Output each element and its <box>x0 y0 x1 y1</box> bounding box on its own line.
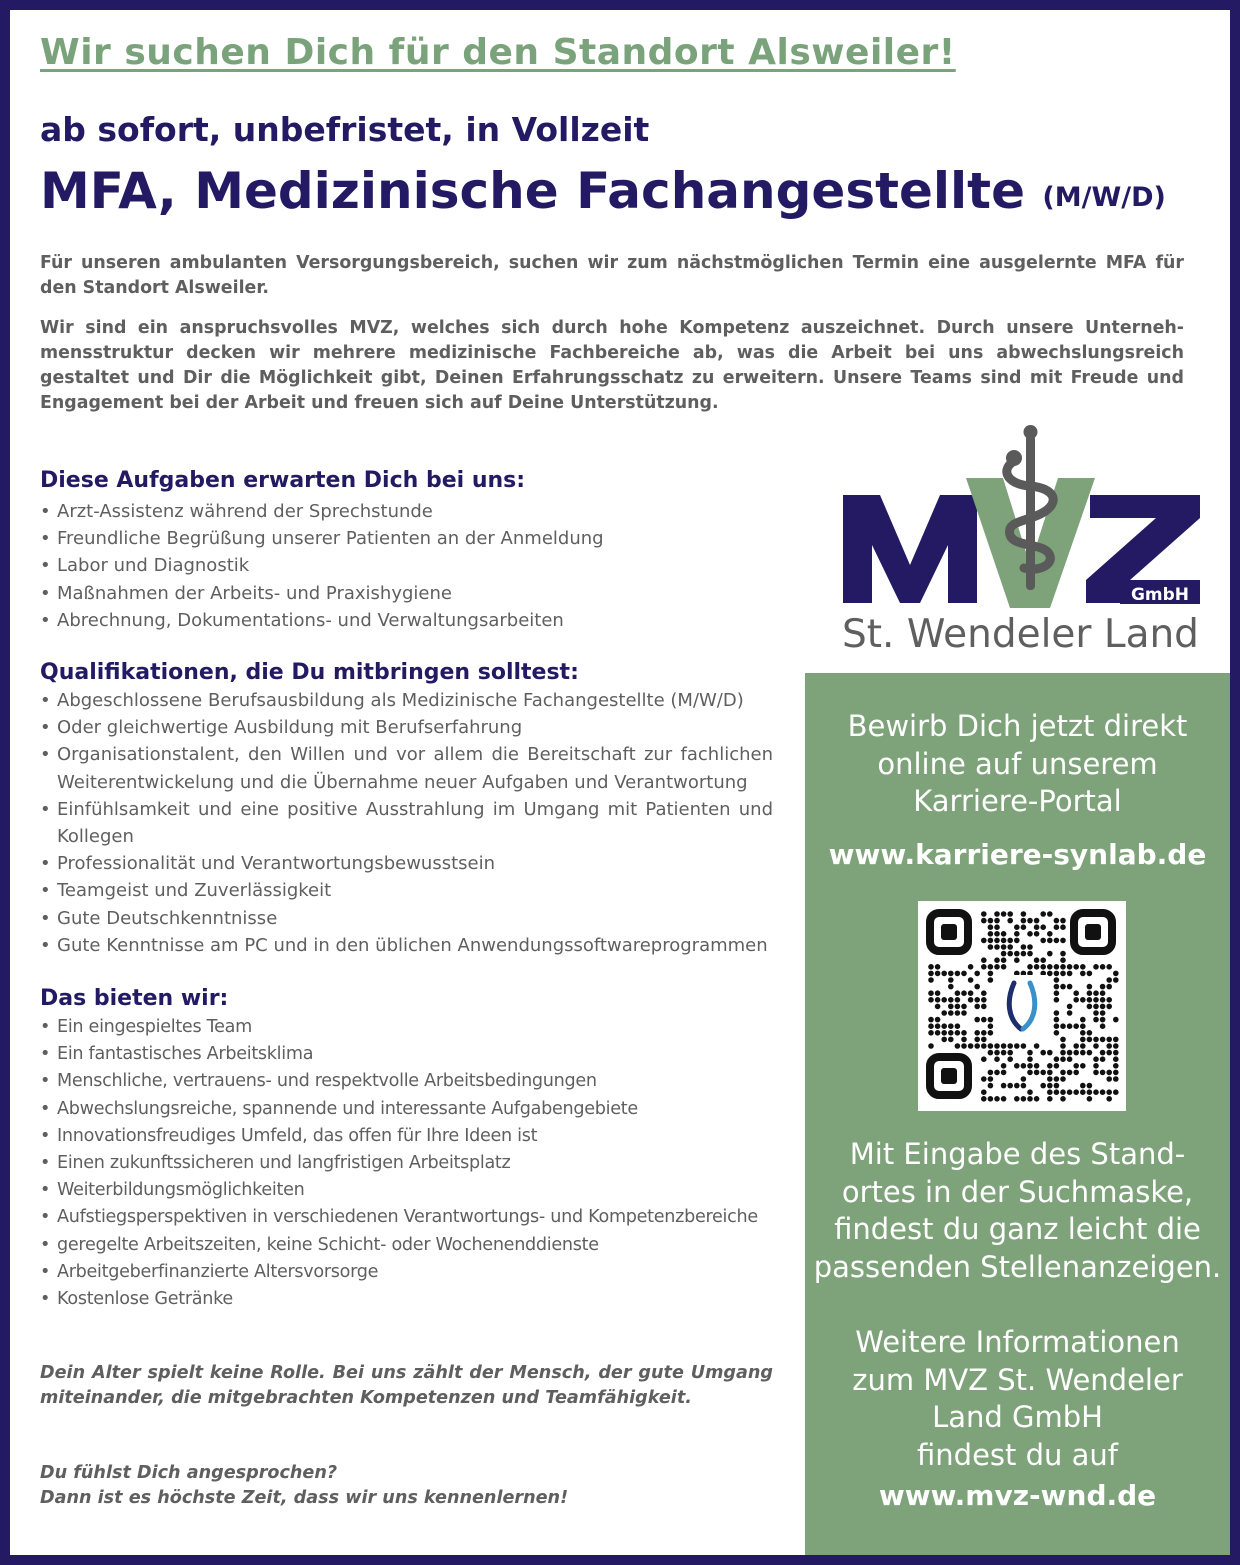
list-item <box>40 552 774 579</box>
search-hint-line: Mit Eingabe des Stand- <box>849 1137 1186 1171</box>
search-hint-line: passenden Stellenanzeigen. <box>813 1249 1222 1284</box>
list-item-text: Aufstiegsperspektiven in verschiedenen Verantwortungs- und Kompetenzbereiche <box>57 1207 758 1228</box>
list-item-text: Einen zukunftssicheren und langfristigen Arbeitsplatz <box>57 1153 511 1174</box>
bullet-icon: • <box>40 744 51 766</box>
list-item-text: Ein fantastisches Arbeitsklima <box>57 1044 314 1065</box>
bullet-icon: • <box>40 501 51 522</box>
closing-line-2: Dann ist es höchste Zeit, dass wir uns kennenlernen! <box>40 1488 569 1508</box>
list-item-text: Arbeitgeberfinanzierte Altersvorsorge <box>57 1261 379 1282</box>
headline: Wir suchen Dich für den Standort Alsweiler! <box>40 32 956 73</box>
list-item <box>40 850 773 877</box>
list-item-text: Einfühlsamkeit und eine positive Ausstrahlung im Umgang mit Patienten und Kollegen <box>57 798 773 848</box>
list-item-text: Arzt-Assistenz während der Sprechstunde <box>57 501 433 522</box>
bullet-icon: • <box>40 1234 51 1255</box>
bullet-icon: • <box>40 880 51 902</box>
list-item <box>40 687 773 714</box>
apply-text-line: Bewirb Dich jetzt direkt <box>847 709 1188 743</box>
list-item <box>40 1232 774 1259</box>
list-item <box>40 607 774 634</box>
bullet-icon: • <box>40 934 51 956</box>
list-item <box>40 741 773 795</box>
list-item-text: Abrechnung, Dokumentations- und Verwaltungsarbeiten <box>57 609 564 631</box>
bullet-icon: • <box>40 907 51 929</box>
list-item <box>40 1177 774 1204</box>
bullet-icon: • <box>40 717 51 739</box>
list-item <box>40 1259 774 1286</box>
bullet-icon: • <box>40 1071 51 1092</box>
bullet-icon: • <box>40 1017 51 1037</box>
bullet-icon: • <box>40 555 51 577</box>
list-item <box>40 1096 774 1123</box>
list-item <box>40 1014 774 1041</box>
subhead: ab sofort, unbefristet, in Vollzeit <box>40 110 650 149</box>
intro-paragraph-2: Wir sind ein anspruchsvolles MVZ, welches sich durch hohe Kompetenz auszeichnet. Durch unsere Unternehmensstruktur decken wir mehrere medizinische Fachbereiche ab, was die Arbeit bei uns abwechslungsreich gestaltet und Dir die Möglichkeit gibt, Deinen Erfahrungsschatz zu erweitern. Unsere Teams sind mit Freude und Engagement bei der Arbeit und freuen sich auf Deine Unterstützung. <box>40 318 1184 413</box>
list-item-text: Gute Deutschkenntnisse <box>57 907 278 929</box>
search-hint-text <box>805 1136 1230 1286</box>
info-text-line: findest du auf <box>917 1437 1118 1472</box>
list-item <box>40 498 774 525</box>
search-hint-line: ortes in der Suchmaske, <box>841 1174 1194 1209</box>
tasks-list <box>40 498 774 634</box>
bullet-icon: • <box>40 1125 51 1146</box>
list-item-text: Abwechslungsreiche, spannende und interessante Aufgabengebiete <box>57 1098 638 1119</box>
list-item <box>40 1123 774 1150</box>
bullet-icon: • <box>40 1044 51 1065</box>
list-item-text: Oder gleichwertige Ausbildung mit Berufserfahrung <box>57 717 523 739</box>
bullet-icon: • <box>40 582 51 604</box>
mvz-website-link[interactable]: www.mvz-wnd.de <box>878 1479 1157 1512</box>
bullet-icon: • <box>40 1207 51 1228</box>
offers-list <box>40 1014 774 1313</box>
closing-line-1: Du fühlst Dich angesprochen? <box>40 1463 338 1483</box>
info-text-line: Land GmbH <box>932 1400 1103 1434</box>
list-item <box>40 1041 774 1068</box>
closing-paragraph: Dein Alter spielt keine Rolle. Bei uns zählt der Mensch, der gute Umgang miteinander, die mitgebrachten Kompetenzen und Teamfähigkeit. <box>40 1363 773 1408</box>
qualifications-list <box>40 687 773 959</box>
list-item <box>40 905 773 932</box>
qr-code-icon <box>918 901 1126 1111</box>
bullet-icon: • <box>40 1180 51 1201</box>
career-portal-link[interactable]: www.karriere-synlab.de <box>828 838 1207 871</box>
apply-text-line: Karriere-Portal <box>913 784 1122 818</box>
list-item <box>40 1204 774 1231</box>
logo-letter-m <box>843 495 977 603</box>
bullet-icon: • <box>40 1261 51 1282</box>
info-text <box>805 1324 1230 1474</box>
list-item-text: Teamgeist und Zuverlässigkeit <box>57 880 332 902</box>
bullet-icon: • <box>40 1153 51 1174</box>
bullet-icon: • <box>40 609 51 631</box>
qr-code[interactable] <box>918 901 1126 1111</box>
list-item-text: Abgeschlossene Berufsausbildung als Medizinische Fachangestellte (M/W/D) <box>57 690 744 711</box>
list-item <box>40 714 773 741</box>
list-item-text: Maßnahmen der Arbeits- und Praxishygiene <box>57 582 452 604</box>
list-item <box>40 1068 774 1095</box>
list-item <box>40 932 773 959</box>
list-item <box>40 1286 774 1313</box>
list-item-text: Weiterbildungsmöglichkeiten <box>57 1180 305 1201</box>
bullet-icon: • <box>40 1098 51 1119</box>
list-item <box>40 1150 774 1177</box>
list-item-text: Menschliche, vertrauens- und respektvolle Arbeitsbedingungen <box>57 1071 597 1092</box>
list-item <box>40 796 773 850</box>
apply-text-line: online auf unserem <box>877 746 1158 781</box>
info-text-line: Weitere Informationen <box>855 1325 1180 1359</box>
qualifications-title: Qualifikationen, die Du mitbringen solltest: <box>40 660 579 685</box>
intro-paragraph-1: Für unseren ambulanten Versorgungsbereich, suchen wir zum nächstmöglichen Termin eine ausgelernte MFA für den Standort Alsweiler. <box>40 253 1184 298</box>
search-hint-line: findest du ganz leicht die <box>834 1212 1201 1246</box>
list-item-text: Organisationstalent, den Willen und vor allem die Bereitschaft zur fachlichen Weiterentwickelung und die Übernahme neuer Aufgaben und Verantwortung <box>57 744 773 793</box>
list-item-text: Innovationsfreudiges Umfeld, das offen für Ihre Ideen ist <box>57 1125 538 1146</box>
offers-title: Das bieten wir: <box>40 986 229 1011</box>
list-item <box>40 580 774 607</box>
bullet-icon: • <box>40 1289 51 1310</box>
list-item-text: geregelte Arbeitszeiten, keine Schicht- oder Wochenenddienste <box>57 1234 599 1255</box>
list-item-text: Labor und Diagnostik <box>57 555 250 577</box>
list-item-text: Freundliche Begrüßung unserer Patienten an der Anmeldung <box>57 528 604 550</box>
job-title-main: MFA, Medizinische Fachangestellte <box>40 162 1025 220</box>
apply-panel <box>805 673 1230 1555</box>
bullet-icon: • <box>40 798 51 820</box>
list-item <box>40 525 774 552</box>
list-item-text: Kostenlose Getränke <box>57 1289 233 1310</box>
apply-text <box>805 708 1230 821</box>
bullet-icon: • <box>40 853 51 875</box>
job-title-suffix: (M/W/D) <box>1042 182 1166 213</box>
list-item-text: Gute Kenntnisse am PC und in den üblichen Anwendungssoftwareprogrammen <box>57 934 768 956</box>
list-item-text: Ein eingespieltes Team <box>57 1017 252 1037</box>
logo-subtitle: St. Wendeler Land <box>842 612 1199 657</box>
info-text-line: zum MVZ St. Wendeler <box>852 1362 1183 1397</box>
bullet-icon: • <box>40 690 51 711</box>
logo-gmbh-text: GmbH <box>1130 585 1190 605</box>
tasks-title: Diese Aufgaben erwarten Dich bei uns: <box>40 468 526 493</box>
list-item-text: Professionalität und Verantwortungsbewusstsein <box>57 853 496 875</box>
list-item <box>40 877 773 904</box>
job-title <box>40 162 1166 220</box>
bullet-icon: • <box>40 528 51 550</box>
